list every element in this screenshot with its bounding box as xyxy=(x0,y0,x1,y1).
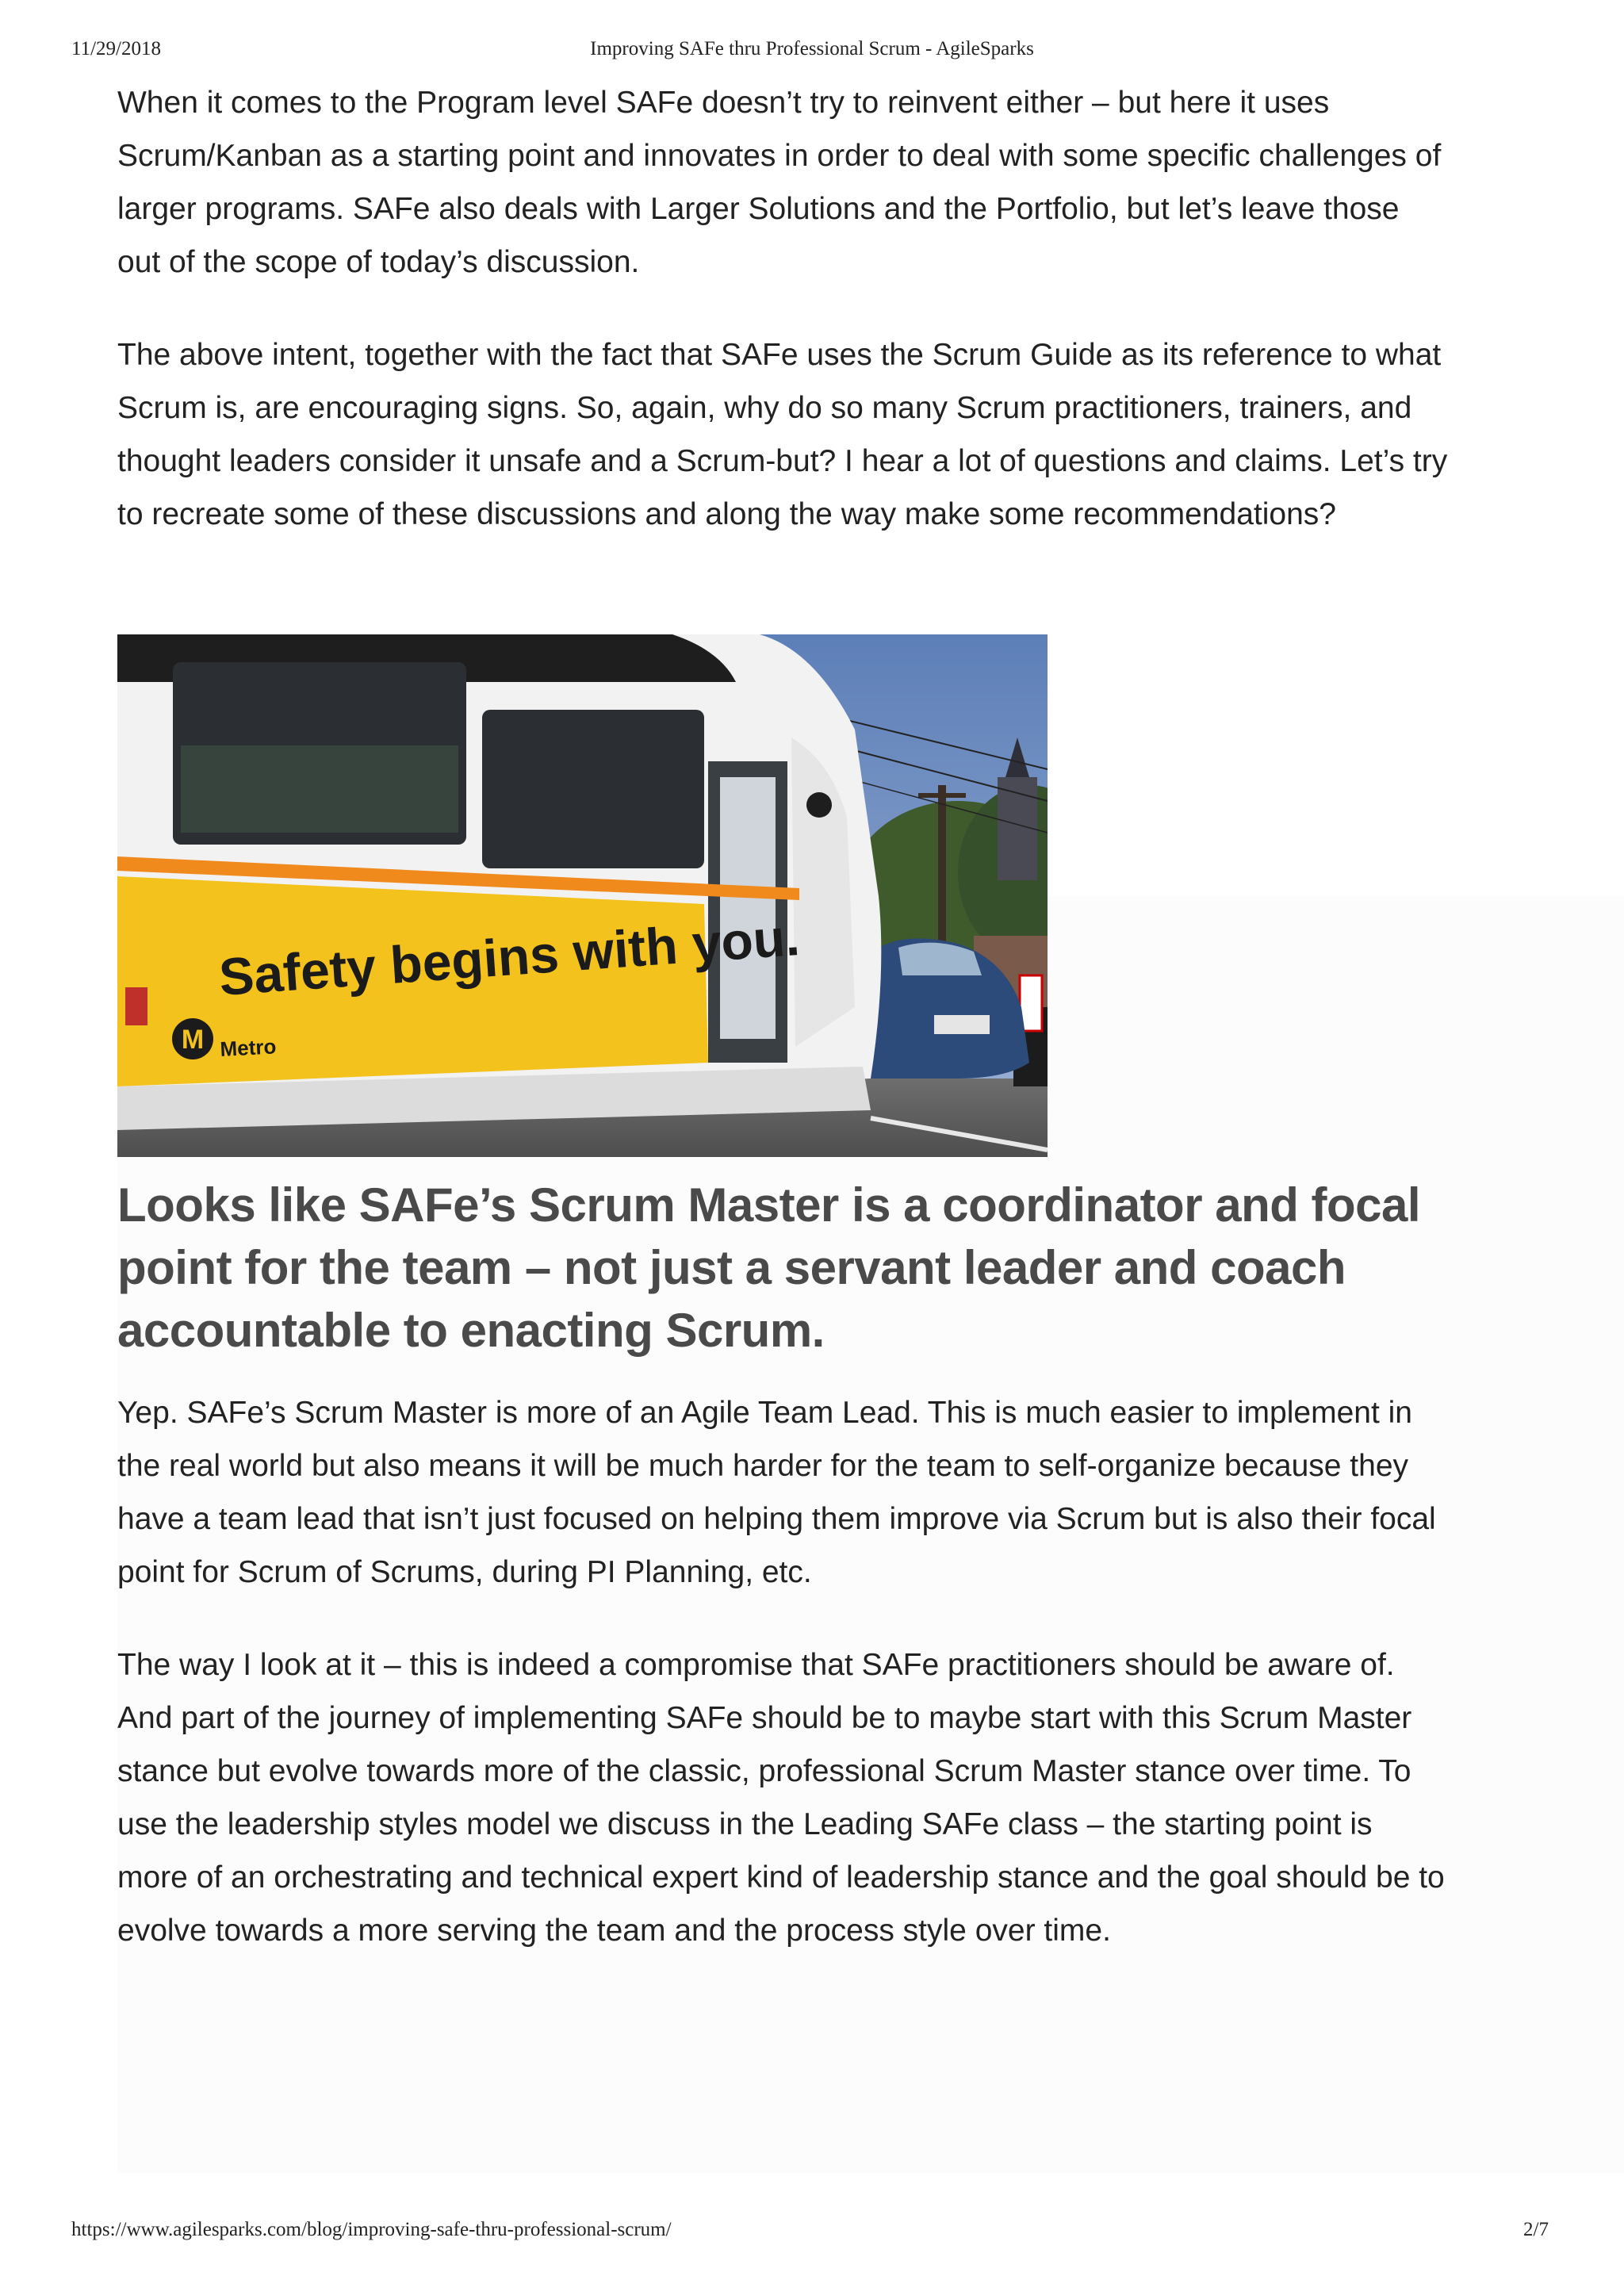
print-page-title: Improving SAFe thru Professional Scrum - AgileSparks xyxy=(590,38,1034,59)
metro-brand-text: Metro xyxy=(219,1034,277,1061)
license-plate xyxy=(934,1015,990,1034)
window-reflection xyxy=(181,745,458,833)
tail-light xyxy=(125,987,147,1025)
print-date: 11/29/2018 xyxy=(71,38,161,59)
metro-logo-letter: M xyxy=(181,1025,205,1055)
pole-crossarm xyxy=(918,793,966,798)
paragraph-encouraging-signs: The above intent, together with the fact that SAFe uses the Scrum Guide as its reference to what Scrum is, are encouraging signs. So, again, why do so many Scrum practitioners, trainers, and thought leaders consider it unsafe and a Scrum-but? I hear a lot of questions and claims. Let’s try to recreate some of these discussions and along the way make some recommendations? xyxy=(117,338,1448,531)
metro-logo-front xyxy=(806,792,832,818)
section-heading: Looks like SAFe’s Scrum Master is a coordinator and focal point for the team – not just a servant leader and coach accountable to enacting Scrum. xyxy=(117,1178,1421,1357)
train-window xyxy=(482,710,704,868)
paragraph-compromise: The way I look at it – this is indeed a compromise that SAFe practitioners should be aware of. And part of the journey of implementing SAFe should be to maybe start with this Scrum Master stance but evolve towards more of the classic, professional Scrum Master stance over time. To use the leadership styles model we discuss in the Leading SAFe class – the starting point is more of an orchestrating and technical expert kind of leadership stance and the goal should be to evolve towards a more serving the team and the process style over time. xyxy=(117,1648,1445,1948)
page-number: 2/7 xyxy=(1523,2219,1549,2240)
paragraph-program-level: When it comes to the Program level SAFe doesn’t try to reinvent either – but here it uses Scrum/Kanban as a starting point and innovates in order to deal with some specific challenges of larger programs. SAFe also deals with Larger Solutions and the Portfolio, but let’s leave those out of the scope of today’s discussion. xyxy=(117,86,1442,279)
banner-text: Safety begins with you. xyxy=(216,906,802,1006)
metro-train-crash-photo xyxy=(117,634,1048,1157)
photo-illustration xyxy=(117,634,1048,1157)
print-footer xyxy=(0,2219,1624,2251)
print-url: https://www.agilesparks.com/blog/improving-safe-thru-professional-scrum/ xyxy=(71,2219,672,2240)
paragraph-agile-team-lead: Yep. SAFe’s Scrum Master is more of an Agile Team Lead. This is much easier to implement in the real world but also means it will be much harder for the team to self-organize because they have a team lead that isn’t just focused on helping them improve via Scrum but is also their focal point for Scrum of Scrums, during PI Planning, etc. xyxy=(117,1396,1436,1589)
print-header xyxy=(0,38,1624,70)
door-glass xyxy=(720,777,776,1039)
